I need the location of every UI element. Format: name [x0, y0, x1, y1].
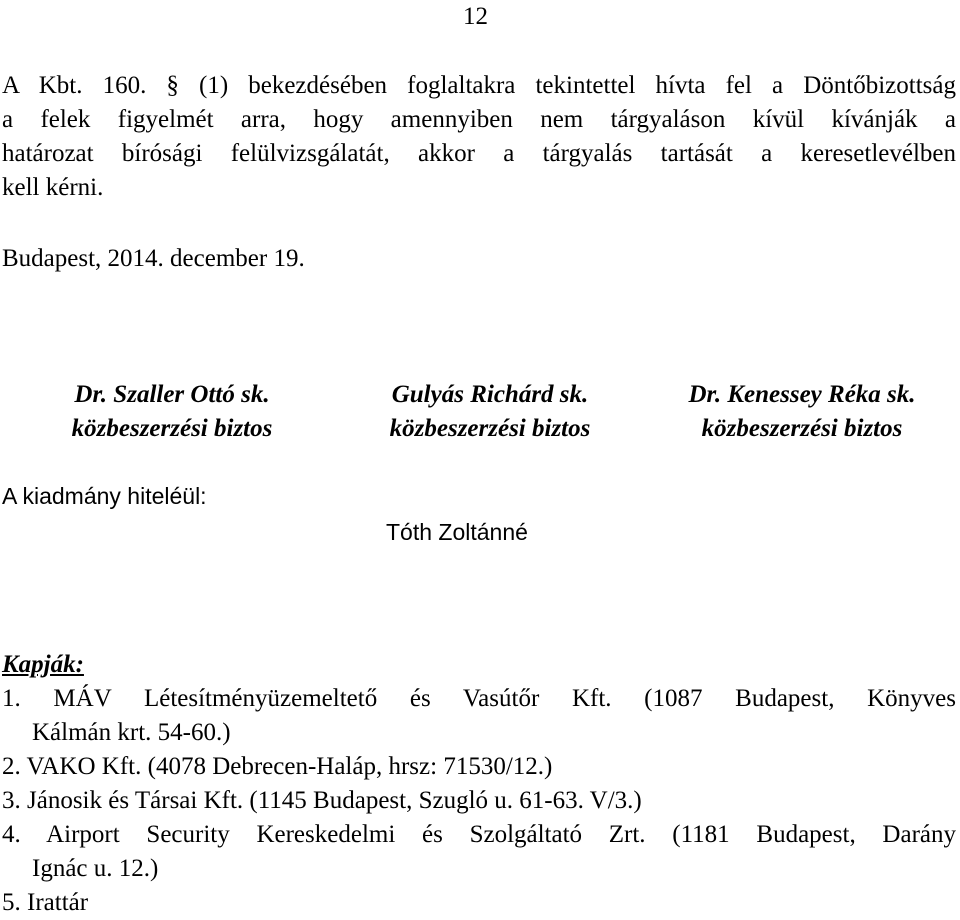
- list-item: [2, 750, 956, 784]
- signature-role: közbeszerzési biztos: [71, 415, 273, 442]
- recipient-line: Kálmán krt. 54-60.): [32, 719, 231, 746]
- document-date: Budapest, 2014. december 19.: [2, 245, 305, 272]
- signature-block-1: [22, 378, 322, 446]
- signature-block-3: [652, 378, 952, 446]
- list-item: [2, 818, 956, 886]
- signature-name: Gulyás Richárd sk.: [391, 381, 589, 408]
- paragraph-line: kell kérni.: [2, 174, 104, 201]
- signature-role: közbeszerzési biztos: [701, 415, 903, 442]
- signature-name: Dr. Szaller Ottó sk.: [74, 381, 270, 408]
- recipients-heading: Kapják:: [2, 651, 84, 678]
- signature-role: közbeszerzési biztos: [389, 415, 591, 442]
- paragraph-line: határozat bírósági felülvizsgálatát, akkor a tárgyalás tartását a keresetlevélben: [2, 140, 956, 167]
- signature-name: Dr. Kenessey Réka sk.: [688, 381, 916, 408]
- list-item: [2, 784, 956, 818]
- list-item: [2, 682, 956, 750]
- certification-name: Tóth Zoltánné: [386, 519, 528, 545]
- recipient-line: 1. MÁV Létesítményüzemeltető és Vasútőr Kft. (1087 Budapest, Könyves: [2, 685, 956, 712]
- recipient-line: Ignác u. 12.): [32, 855, 159, 882]
- recipient-line: 3. Jánosik és Társai Kft. (1145 Budapest, Szugló u. 61-63. V/3.): [2, 787, 642, 814]
- recipient-line: 4. Airport Security Kereskedelmi és Szolgáltató Zrt. (1181 Budapest, Darány: [2, 821, 956, 848]
- recipients-list: [2, 682, 956, 920]
- recipient-line: 2. VAKO Kft. (4078 Debrecen-Haláp, hrsz: 71530/12.): [2, 753, 553, 780]
- list-item: [2, 886, 956, 920]
- body-paragraph: [2, 69, 956, 205]
- recipient-line: 5. Irattár: [2, 889, 89, 916]
- paragraph-line: A Kbt. 160. § (1) bekezdésében foglaltakra tekintettel hívta fel a Döntőbizottság: [2, 72, 956, 99]
- signature-block-2: [340, 378, 640, 446]
- certification-label: A kiadmány hiteléül:: [2, 483, 207, 509]
- page-number: 12: [463, 3, 488, 30]
- paragraph-line: a felek figyelmét arra, hogy amennyiben nem tárgyaláson kívül kívánják a: [2, 106, 956, 133]
